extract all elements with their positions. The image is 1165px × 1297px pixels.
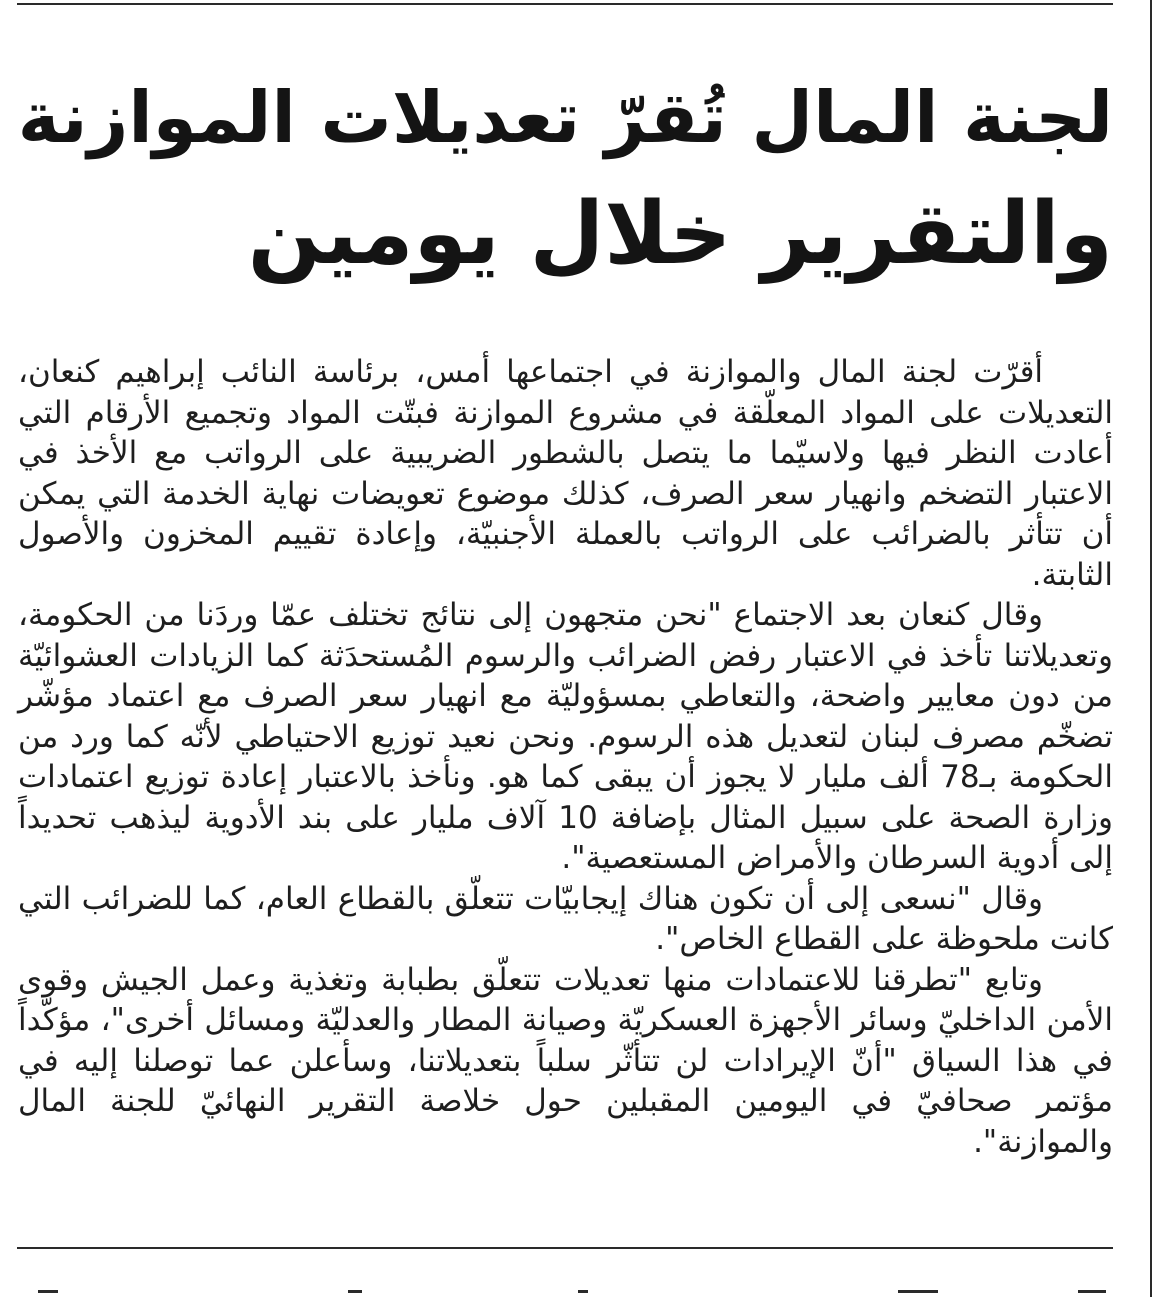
paragraph-2: وقال كنعان بعد الاجتماع "نحن متجهون إلى نتائج تختلف عمّا وردَنا من الحكومة، وتعديلاتنا تأخذ في الاعتبار رفض الضرائب والرسوم المُستحدَثة كما الزيادات العشوائيّة من دون معايير واضحة، والتعاطي بمسؤوليّة مع انهيار سعر الصرف مع اعتماد مؤشّر تضخّم مصرف لبنان لتعديل هذه الرسوم. ونحن نعيد توزيع الاحتياطي لأنّه كما ورد من الحكومة بـ78 ألف مليار لا يجوز أن يبقى كما هو. ونأخذ بالاعتبار إعادة توزيع اعتمادات وزارة الصحة على سبيل المثال بإضافة 10 آلاف مليار على بند الأدوية ليذهب تحديداً إلى أدوية السرطان والأمراض المستعصية". (18, 597, 1113, 876)
headline (18, 60, 1113, 292)
news-article (18, 60, 1113, 1162)
cutoff-mark (38, 1290, 58, 1293)
article-body (18, 352, 1113, 1162)
paragraph-3: وقال "نسعى إلى أن تكون هناك إيجابيّات تتعلّق بالقطاع العام، كما للضرائب التي كانت ملحوظة على القطاع الخاص". (18, 880, 1113, 957)
paragraph-1: أقرّت لجنة المال والموازنة في اجتماعها أمس، برئاسة النائب إبراهيم كنعان، التعديلات على المواد المعلّقة في مشروع الموازنة فبتّت المواد وتجميع الأرقام التي أعادت النظر فيها ولاسيّما ما يتصل بالشطور الضريبية على الرواتب مع الأخذ في الاعتبار التضخم وانهيار سعر الصرف، كذلك موضوع تعويضات نهاية الخدمة التي يمكن أن تتأثر بالضرائب على الرواتب بالعملة الأجنبيّة، وإعادة تقييم المخزون والأصول الثابتة. (18, 354, 1113, 593)
column-divider (1150, 0, 1152, 1297)
paragraph-4: وتابع "تطرقنا للاعتمادات منها تعديلات تتعلّق بطبابة وتغذية وعمل الجيش وقوى الأمن الداخليّ وسائر الأجهزة العسكريّة وصيانة المطار والعدليّة ومسائل أخرى"، مؤكّداً في هذا السياق "أنّ الإيرادات لن تتأثّر سلباً بتعديلاتنا، وسأعلن عما توصلنا إليه في مؤتمر صحافيّ في اليومين المقبلين حول خلاصة التقرير النهائيّ للجنة المال والموازنة". (18, 961, 1113, 1160)
headline-line-2: والتقرير خلال يومين (247, 184, 1113, 284)
top-rule (17, 3, 1113, 5)
bottom-rule (17, 1247, 1113, 1249)
next-article-cutoff (18, 1280, 1113, 1297)
cutoff-mark (1078, 1290, 1106, 1293)
headline-line-1: لجنة المال تُقرّ تعديلات الموازنة (17, 76, 1113, 159)
cutoff-mark (898, 1290, 938, 1293)
cutoff-mark (348, 1290, 362, 1293)
cutoff-mark (578, 1290, 588, 1293)
